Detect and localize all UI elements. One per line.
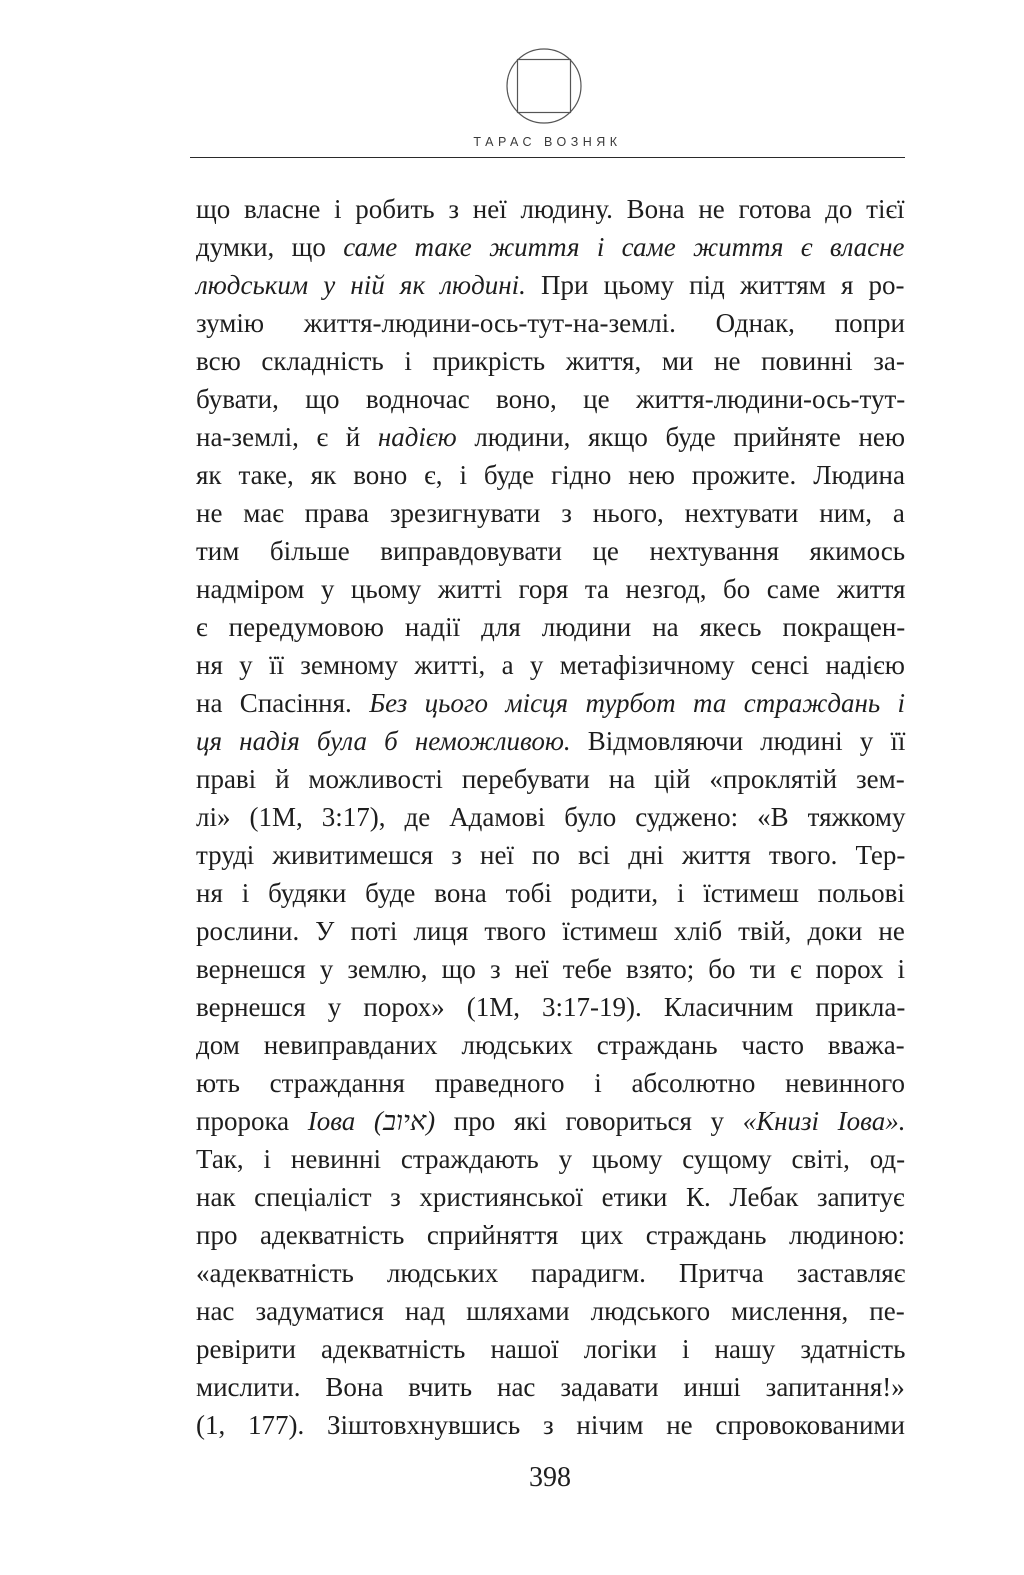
text-span: ревірити адекватність нашої логіки і нашу здатність [196,1334,906,1364]
text-span: (1, 177). Зіштовхнувшись з нічим не спровокованими [196,1410,905,1440]
text-line [196,722,905,760]
text-span: вернешся у землю, що з неї тебе взято; бо ти є порох і [196,954,905,984]
text-line [196,456,905,494]
text-line [196,342,905,380]
text-span: людини, якщо буде прийняте нею [456,422,906,452]
text-line [196,1178,905,1216]
text-line [196,418,905,456]
italic-text-span: Без цього місця турбот та страждань і [369,688,906,718]
text-span: нас задуматися над шляхами людського мислення, пе- [196,1296,905,1326]
text-span: труді живитимешся з неї по всі дні життя твого. Тер- [196,840,906,870]
text-span: «адекватність людських парадигм. Притча заставляє [196,1258,906,1288]
text-line [196,646,905,684]
italic-text-span: ця надія була б неможливою. [196,726,571,756]
running-head-author: ТАРАС ВОЗНЯК [473,135,622,149]
text-line [196,608,905,646]
text-span: ня у її земному житті, а у метафізичному сенсі надією [196,650,905,680]
text-span: як таке, як воно є, і буде гідно нею прожите. Людина [196,460,905,490]
text-span: При цьому під життям я ро- [525,270,905,300]
italic-text-span: саме таке життя і саме життя є власне [343,232,905,262]
text-span: про адекватність сприйняття цих страждань людиною: [196,1220,906,1250]
italic-text-span: надією [377,422,457,452]
text-span: бувати, що водночас воно, це життя-людини-ось-тут- [196,384,906,414]
text-span: надміром у цьому житті горя та незгод, бо саме життя [196,574,906,604]
text-line [196,1026,905,1064]
text-line [196,1292,905,1330]
text-span: дом невиправданих людських страждань часто вважа- [196,1030,905,1060]
text-line [196,798,905,836]
italic-text-span: «Книзі Іова». [742,1106,906,1136]
text-line [196,684,905,722]
text-span: всю складність і прикрість життя, ми не повинні за- [196,346,905,376]
italic-text-span: людським у ній як людині. [196,270,526,300]
text-span: ня і будяки буде вона тобі родити, і їстимеш польові [196,878,905,908]
text-span: на Спасіння. [196,688,370,718]
text-line [196,380,905,418]
text-line [196,570,905,608]
text-span: Так, і невинні страждають у цьому сущому світі, од- [196,1144,906,1174]
text-line [196,304,905,342]
text-line [196,532,905,570]
body-text [196,190,905,1444]
text-span: зумію життя-людини-ось-тут-на-землі. Однак, попри [196,308,905,338]
page-number: 398 [529,1462,571,1493]
text-span: не має права зрезигнувати з нього, нехтувати ним, а [196,498,905,528]
text-span: мислити. Вона вчить нас задавати инші запитання!» [196,1372,905,1402]
text-line [196,912,905,950]
publisher-logo-icon [505,47,583,125]
text-line [196,988,905,1026]
italic-text-span: Іова (איוב) [307,1106,436,1136]
text-line [196,836,905,874]
text-span: є передумовою надії для людини на якесь покращен- [196,612,906,642]
text-line [196,1406,905,1444]
text-span: рослини. У поті лиця твого їстимеш хліб твій, доки не [196,916,905,946]
text-line [196,1254,905,1292]
text-line [196,1140,905,1178]
text-line [196,1216,905,1254]
text-line [196,1102,905,1140]
text-span: думки, що [196,232,344,262]
text-line [196,1368,905,1406]
text-span: ють страждання праведного і абсолютно невинного [196,1068,906,1098]
text-span: про які говориться у [435,1106,743,1136]
text-line [196,494,905,532]
text-span: вернешся у порох» (1М, 3:17-19). Класичним прикла- [196,992,906,1022]
text-line [196,190,905,228]
text-line [196,760,905,798]
header-rule [190,157,905,158]
text-line [196,950,905,988]
text-span: що власне і робить з неї людину. Вона не готова до тієї [196,194,905,224]
text-line [196,1330,905,1368]
text-span: тим більше виправдовувати це нехтування якимось [196,536,906,566]
text-line [196,228,905,266]
text-span: на-землі, є й [196,422,378,452]
text-span: Відмовляючи людині у її [570,726,906,756]
text-span: лі» (1М, 3:17), де Адамові було суджено: «В тяжкому [196,802,906,832]
text-span: праві й можливості перебувати на цій «проклятій зем- [196,764,905,794]
text-line [196,266,905,304]
text-line [196,874,905,912]
text-line [196,1064,905,1102]
text-span: пророка [196,1106,308,1136]
text-span: нак спеціаліст з християнської етики К. Лебак запитує [196,1182,905,1212]
